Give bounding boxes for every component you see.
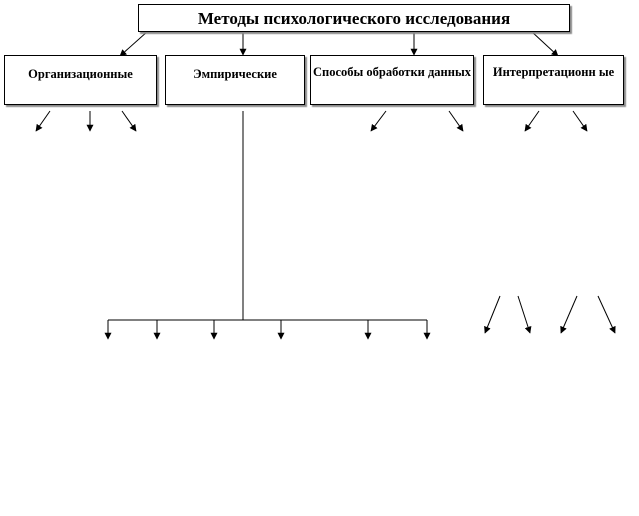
arrow-interp-2 bbox=[573, 111, 587, 131]
arrow-lower-2 bbox=[518, 296, 530, 333]
category-box-organizational bbox=[4, 55, 157, 105]
arrow-proc-1 bbox=[371, 111, 386, 131]
arrow-lower-3 bbox=[561, 296, 577, 333]
arrow-lower-1 bbox=[485, 296, 500, 333]
arrow-proc-2 bbox=[449, 111, 463, 131]
category-box-data-processing bbox=[310, 55, 474, 105]
arrow-lower-4 bbox=[598, 296, 615, 333]
category-box-empirical bbox=[165, 55, 305, 105]
arrow-title-to-interp bbox=[531, 31, 558, 56]
category-label-interpretational: Интерпретационн ые bbox=[492, 65, 615, 79]
category-label-empirical: Эмпирические bbox=[193, 67, 277, 81]
category-label-data-processing: Способы обработки данных bbox=[313, 65, 471, 79]
arrow-title-to-org bbox=[120, 31, 148, 56]
arrow-interp-1 bbox=[525, 111, 539, 131]
diagram-title: Методы психологического исследования bbox=[197, 9, 511, 28]
diagram-title-box bbox=[138, 4, 570, 32]
category-box-interpretational bbox=[483, 55, 624, 105]
category-label-organizational: Организационные bbox=[28, 67, 133, 81]
arrow-org-3 bbox=[122, 111, 136, 131]
arrow-org-1 bbox=[36, 111, 50, 131]
